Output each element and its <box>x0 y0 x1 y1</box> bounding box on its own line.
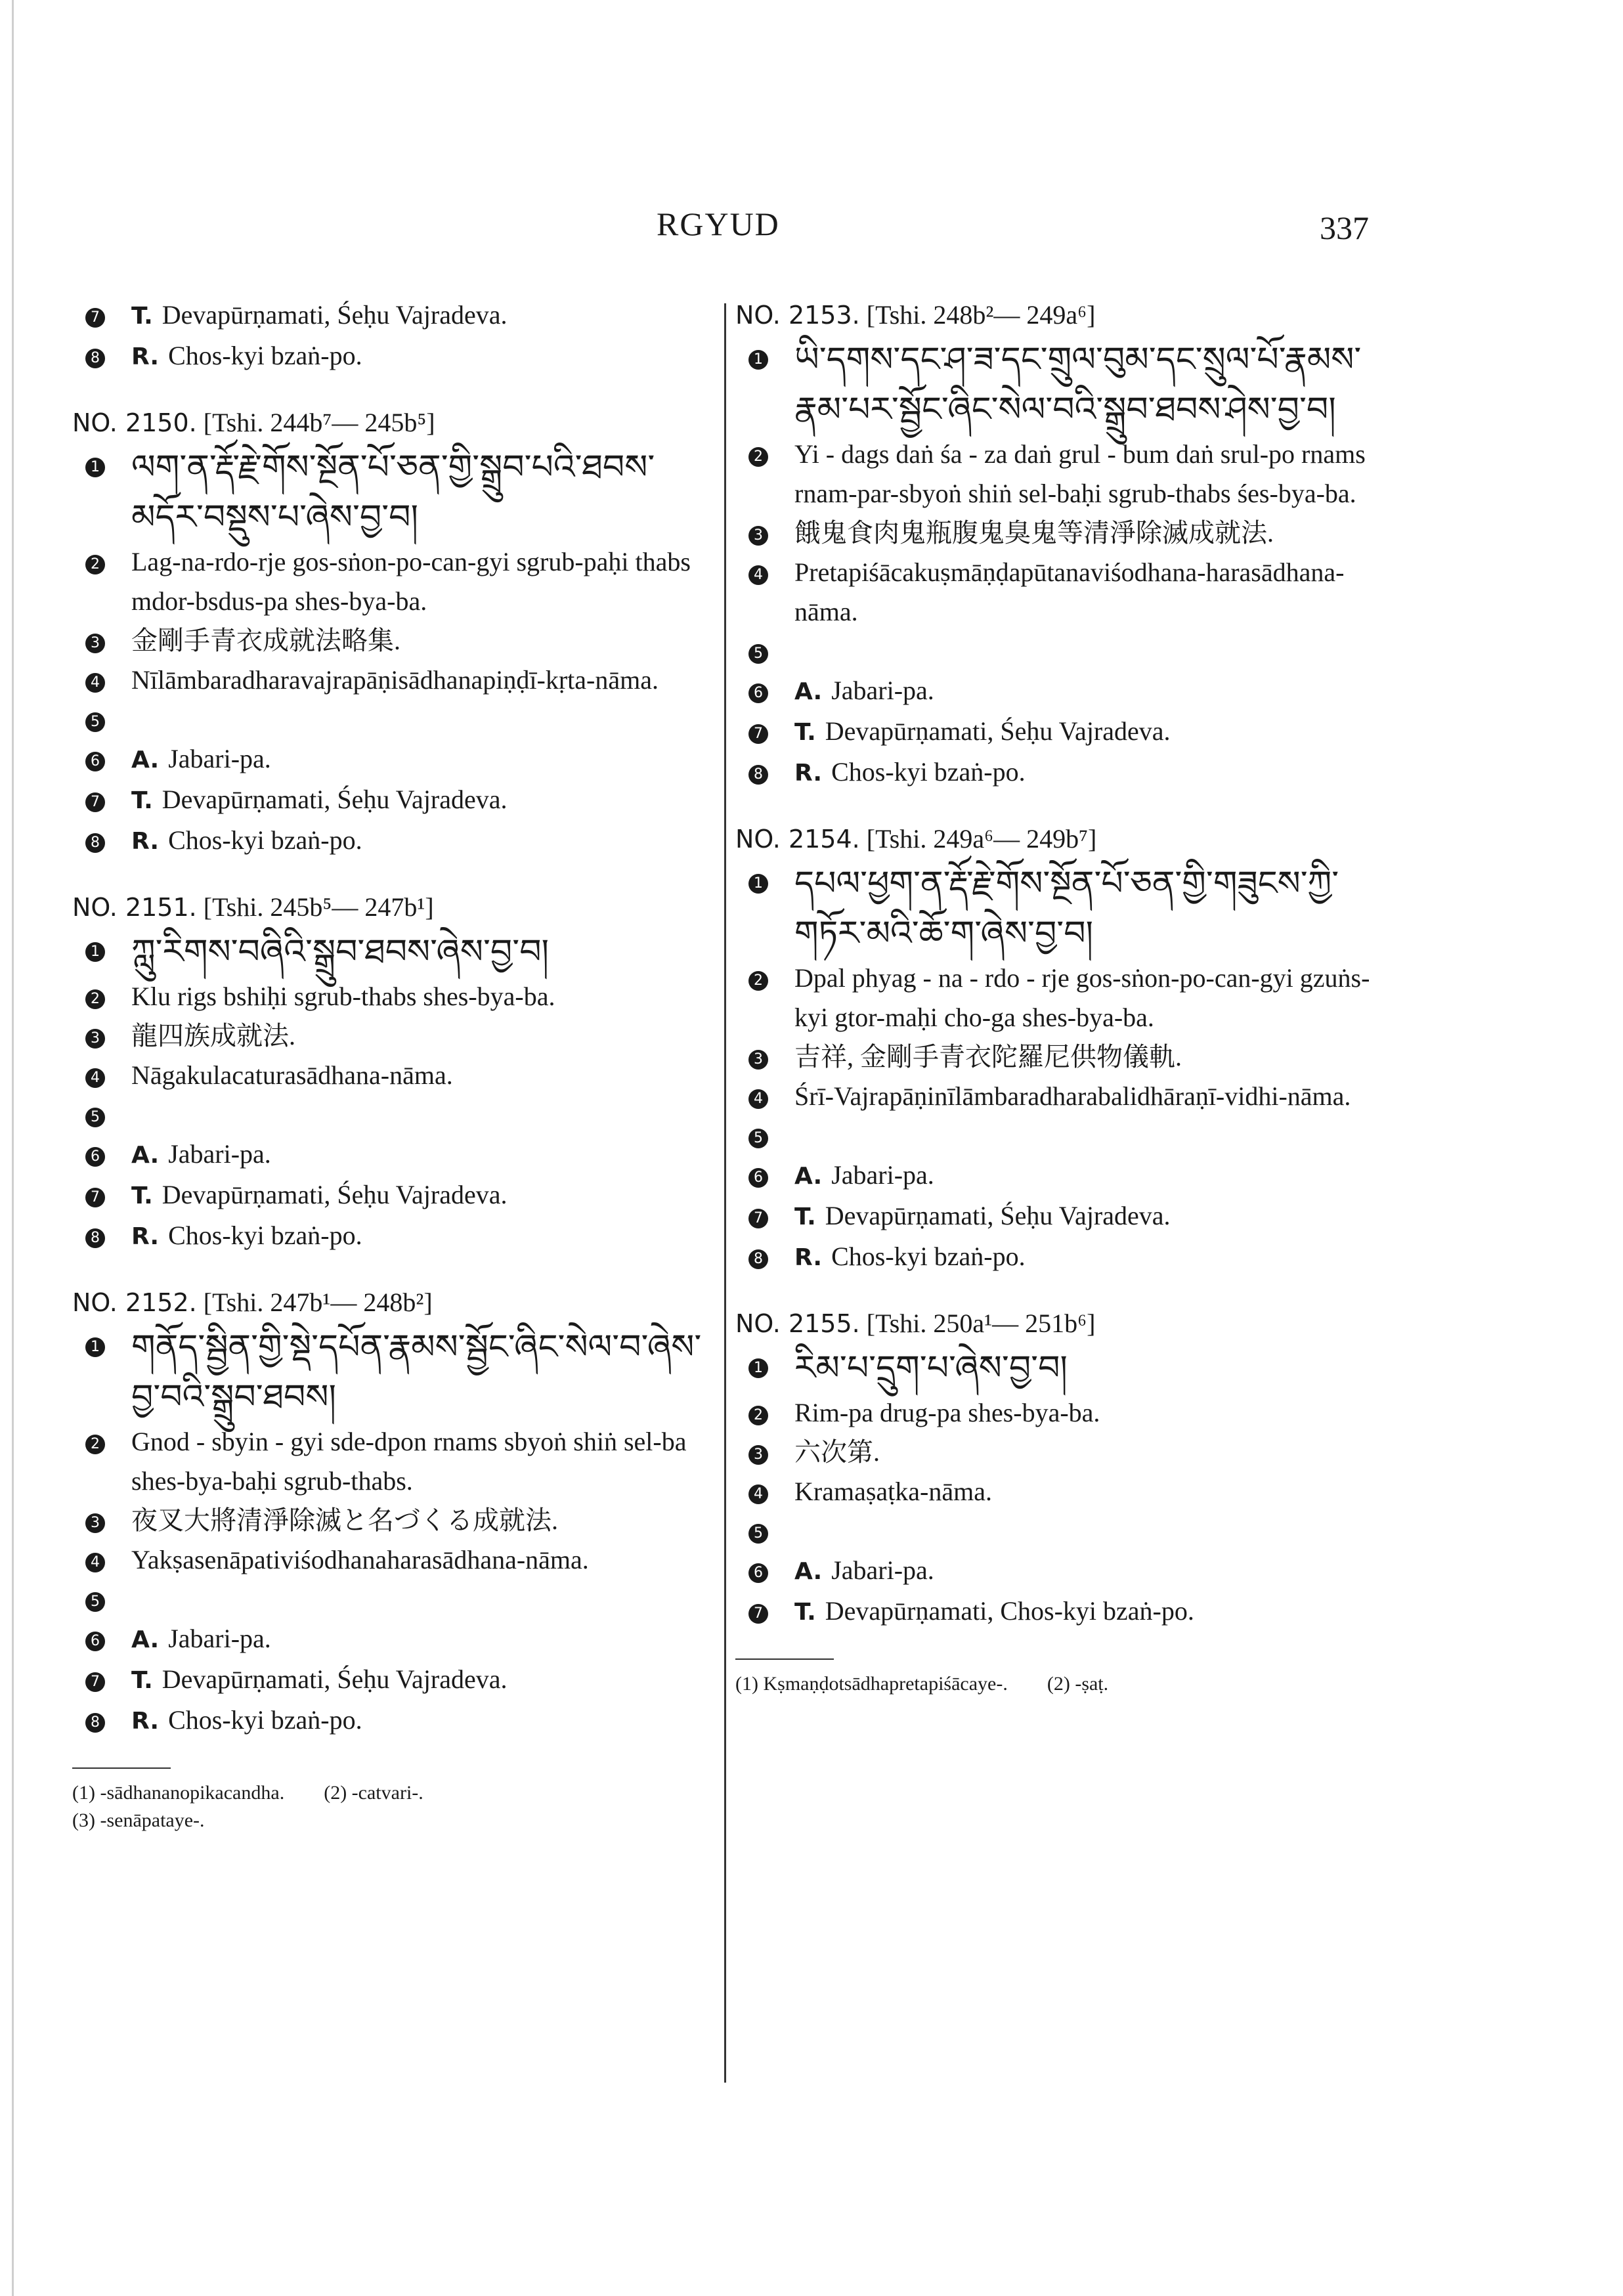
author: 6 A. Jabari-pa. <box>735 1551 1398 1592</box>
field-5: 5 <box>72 700 722 739</box>
entry-heading: NO. 2154. [Tshi. 249a⁶— 249b⁷] <box>735 824 1097 854</box>
transliteration: 2 Dpal phyag - na - rdo - rje gos-sṅon-po-can-gyi gzuṅs-kyi gtor-maḥi cho-ga shes-bya-ba. <box>735 959 1398 1037</box>
chinese-title: 3 龍四族成就法. <box>72 1016 722 1056</box>
field-5: 5 <box>735 1116 1398 1156</box>
transliteration: 2 Lag-na-rdo-rje gos-sṅon-po-can-gyi sgrub-paḥi thabs mdor-bsdus-pa shes-bya-ba. <box>72 542 722 621</box>
left-column <box>72 295 722 1834</box>
transliteration: 2 Gnod - sbyin - gyi sde-dpon rnams sbyoṅ shiṅ sel-ba shes-bya-baḥi sgrub-thabs. <box>72 1422 722 1501</box>
entry-2151 <box>72 888 722 1257</box>
tibetan-title: 1 གནོད་སྦྱིན་གྱི་སྡེ་དཔོན་རྣམས་སྦྱོང་ཞིང་སེལ་བ་ཞེས་བྱ་བའི་སྒྲུབ་ཐབས། <box>72 1322 722 1422</box>
sanskrit-title: 4 Nīlāmbaradharavajrapāṇisādhanapiṇḍī-kṛta-nāma. <box>72 661 722 700</box>
tibetan-title: 1 ཡི་དགས་དང་ཤ་ཟ་དང་གྲུལ་བུམ་དང་སྲུལ་པོ་རྣམས་རྣམ་པར་སྦྱོང་ཞིང་སེལ་བའི་སྒྲུབ་ཐབས་ཤེས་བྱ་བ། <box>735 335 1398 435</box>
sanskrit-title: 4 Pretapiśācakuṣmāṇḍapūtanaviśodhana-harasādhana-nāma. <box>735 553 1398 632</box>
reviser: 8 R. Chos-kyi bzaṅ-po. <box>72 821 722 861</box>
entry-heading: NO. 2151. [Tshi. 245b⁵— 247b¹] <box>72 892 434 922</box>
entry-heading: NO. 2152. [Tshi. 247b¹— 248b²] <box>72 1288 433 1317</box>
tibetan-title: 1 དཔལ་ཕྱག་ན་རྡོ་རྗེ་གོས་སྔོན་པོ་ཅན་གྱི་གཟུངས་ཀྱི་གཏོར་མའི་ཆོ་ག་ཞེས་བྱ་བ། <box>735 859 1398 959</box>
translator: 7 T. Devapūrṇamati, Śeḥu Vajradeva. <box>72 1175 722 1216</box>
translator: 7 T. Devapūrṇamati, Śeḥu Vajradeva. <box>72 780 722 821</box>
author: 6 A. Jabari-pa. <box>72 1135 722 1175</box>
column-divider <box>724 303 726 2083</box>
right-column <box>735 295 1398 1698</box>
footnote-1: (1) -sādhananopikacandha. <box>72 1782 285 1804</box>
reviser: 8 R. Chos-kyi bzaṅ-po. <box>72 1216 722 1257</box>
footnote-2: (2) -catvari-. <box>324 1782 423 1804</box>
author: 6 A. Jabari-pa. <box>735 1156 1398 1196</box>
field-7: 7 T. Devapūrṇamati, Śeḥu Vajradeva. <box>72 295 722 336</box>
footnote-rule <box>735 1658 834 1660</box>
entry-2154 <box>735 819 1398 1278</box>
footnotes <box>735 1670 1398 1698</box>
entry-2155 <box>735 1304 1398 1632</box>
author: 6 A. Jabari-pa. <box>72 739 722 780</box>
footnote-3: (3) -senāpataye-. <box>72 1809 205 1831</box>
sanskrit-title: 4 Yakṣasenāpativiśodhanaharasādhana-nāma. <box>72 1540 722 1580</box>
chinese-title: 3 六次第. <box>735 1433 1398 1472</box>
chinese-title: 3 金剛手青衣成就法略集. <box>72 621 722 661</box>
footnote-1: (1) Kṣmaṇḍotsādhapretapiśācaye-. <box>735 1673 1008 1695</box>
tibetan-title: 1 རིམ་པ་དྲུག་པ་ཞེས་བྱ་བ། <box>735 1343 1398 1393</box>
sanskrit-title: 4 Kramaṣaṭka-nāma. <box>735 1472 1398 1511</box>
page-number: 337 <box>1320 209 1369 246</box>
footnote-2: (2) -ṣaṭ. <box>1047 1673 1109 1695</box>
tibetan-title: 1 ལག་ན་རྡོ་རྗེ་གོས་སྔོན་པོ་ཅན་གྱི་སྒྲུབ་པའི་ཐབས་མདོར་བསྡུས་པ་ཞེས་བྱ་བ། <box>72 443 722 542</box>
field-5: 5 <box>735 1511 1398 1551</box>
entry-2153 <box>735 295 1398 793</box>
field-5: 5 <box>735 632 1398 671</box>
transliteration: 2 Rim-pa drug-pa shes-bya-ba. <box>735 1393 1398 1433</box>
running-header: RGYUD <box>657 206 780 242</box>
field-8: 8 R. Chos-kyi bzaṅ-po. <box>72 336 722 377</box>
transliteration: 2 Klu rigs bshiḥi sgrub-thabs shes-bya-ba. <box>72 977 722 1016</box>
continued-entry <box>72 295 722 377</box>
sanskrit-title: 4 Nāgakulacaturasādhana-nāma. <box>72 1056 722 1095</box>
author: 6 A. Jabari-pa. <box>72 1619 722 1660</box>
reviser: 8 R. Chos-kyi bzaṅ-po. <box>735 1237 1398 1278</box>
translator: 7 T. Devapūrṇamati, Chos-kyi bzaṅ-po. <box>735 1592 1398 1632</box>
translator: 7 T. Devapūrṇamati, Śeḥu Vajradeva. <box>735 1196 1398 1237</box>
chinese-title: 3 餓鬼食肉鬼瓶腹鬼臭鬼等清淨除滅成就法. <box>735 513 1398 553</box>
entry-heading: NO. 2153. [Tshi. 248b²— 249a⁶] <box>735 300 1096 330</box>
transliteration: 2 Yi - dags daṅ śa - za daṅ grul - bum daṅ srul-po rnams rnam-par-sbyoṅ shiṅ sel-baḥi sgrub-thabs śes-bya-ba. <box>735 435 1398 513</box>
translator: 7 T. Devapūrṇamati, Śeḥu Vajradeva. <box>72 1660 722 1700</box>
entry-heading: NO. 2150. [Tshi. 244b⁷— 245b⁵] <box>72 408 435 437</box>
chinese-title: 3 夜叉大將清淨除滅と名づくる成就法. <box>72 1501 722 1540</box>
sanskrit-title: 4 Śrī-Vajrapāṇinīlāmbaradharabalidhāraṇī-vidhi-nāma. <box>735 1077 1398 1116</box>
footnote-rule <box>72 1767 171 1769</box>
entry-heading: NO. 2155. [Tshi. 250a¹— 251b⁶] <box>735 1309 1096 1338</box>
reviser: 8 R. Chos-kyi bzaṅ-po. <box>72 1700 722 1741</box>
field-5: 5 <box>72 1580 722 1619</box>
reviser: 8 R. Chos-kyi bzaṅ-po. <box>735 752 1398 793</box>
scan-edge-line <box>12 0 14 2296</box>
author: 6 A. Jabari-pa. <box>735 671 1398 712</box>
footnotes <box>72 1779 722 1834</box>
entry-2150 <box>72 403 722 861</box>
entry-2152 <box>72 1283 722 1741</box>
field-5: 5 <box>72 1095 722 1135</box>
translator: 7 T. Devapūrṇamati, Śeḥu Vajradeva. <box>735 712 1398 752</box>
tibetan-title: 1 ཀླུ་རིགས་བཞིའི་སྒྲུབ་ཐབས་ཞེས་བྱ་བ། <box>72 927 722 977</box>
chinese-title: 3 吉祥, 金剛手青衣陀羅尼供物儀軌. <box>735 1037 1398 1077</box>
